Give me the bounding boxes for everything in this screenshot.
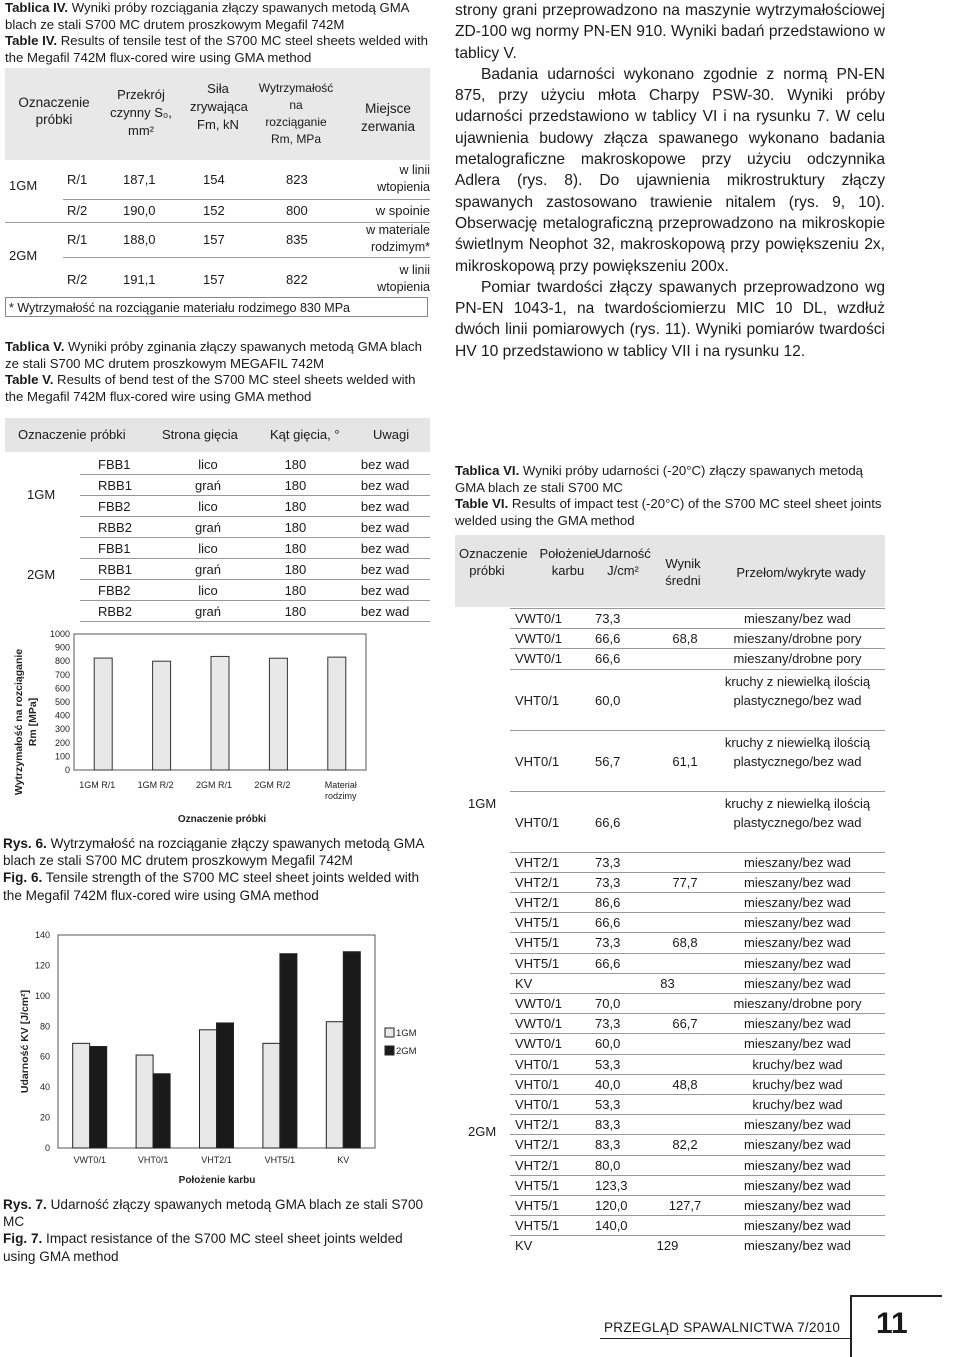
y-tick-label: 0: [64, 765, 70, 775]
caption-label-pl: Tablica IV.: [5, 0, 69, 15]
footer-rule: [600, 1338, 850, 1339]
table-cell: VWT0/1: [515, 996, 562, 1011]
caption-fig7: [3, 1196, 433, 1265]
t4-cell: w linii wtopienia: [377, 263, 430, 294]
t4-cell: 800: [286, 203, 308, 218]
t6-h-kv: Udarność J/cm²: [595, 546, 651, 578]
table-cell: bez wad: [340, 454, 430, 475]
table-cell: mieszany/bez wad: [744, 975, 851, 991]
table-cell: VHT2/1: [515, 895, 560, 910]
x-tick-label: rodzimy: [325, 791, 357, 801]
bar: [217, 1023, 234, 1148]
table-cell: lico: [165, 496, 250, 517]
bar: [136, 1055, 153, 1148]
page-number: 11: [876, 1307, 908, 1340]
y-tick-label: 100: [54, 751, 70, 762]
table-cell: VWT0/1: [515, 1036, 562, 1052]
table-row: [80, 559, 430, 580]
table-cell: mieszany/bez wad: [744, 1218, 851, 1234]
t5-group-1gm: 1GM: [27, 487, 56, 502]
y-tick-label: 80: [39, 1021, 50, 1032]
t4-cell: 152: [203, 203, 225, 218]
table-cell: KV: [515, 1238, 533, 1254]
legend-label: 2GM: [396, 1046, 417, 1057]
table-row: [510, 1033, 885, 1054]
t4-h-rm: Wytrzymałość na rozciąganie Rm, MPa: [258, 81, 334, 146]
table-cell: VHT0/1: [515, 753, 560, 769]
caption-text-en: Results of tensile test of the S700 MC steel sheets welded with the Megafil 742M flux-cored wire using GMA method: [5, 33, 428, 65]
caption-label-pl: Rys. 7.: [3, 1197, 47, 1212]
t4-cell: R/2: [67, 203, 88, 218]
y-axis-label: [13, 649, 39, 795]
table-cell: FBB1: [80, 538, 165, 559]
table-cell: mieszany/bez wad: [744, 611, 851, 626]
table-cell: grań: [165, 517, 250, 538]
table-iv-header: [5, 68, 430, 160]
table-cell: grań: [165, 559, 250, 580]
table-cell: kruchy z niewielką ilością plastycznego/bez wad: [724, 795, 871, 830]
table-row: [510, 1094, 885, 1115]
y-tick-label: 0: [44, 1143, 50, 1153]
table-cell: VHT5/1: [515, 955, 560, 971]
x-tick-label: 2GM R/2: [254, 780, 291, 790]
table-cell: VWT0/1: [515, 651, 562, 667]
t4-group-2gm: 2GM: [9, 248, 38, 263]
table-row: [510, 953, 885, 974]
table-cell: VHT5/1: [515, 1198, 560, 1213]
bar: [269, 658, 287, 770]
y-tick-label: 900: [54, 642, 70, 653]
t4-cell: w materiale rodzimym*: [366, 223, 430, 254]
table-row: [510, 1235, 885, 1256]
table-row: [510, 608, 885, 629]
table-cell: 53,3: [595, 1097, 621, 1112]
t5-h-sample: Oznaczenie próbki: [18, 427, 126, 442]
bar: [153, 1074, 170, 1148]
table-cell: VWT0/1: [515, 611, 562, 626]
table-cell: 66,6: [595, 814, 621, 830]
t4-cell: 188,0: [123, 232, 156, 247]
caption-text-pl: Udarność złączy spawanych metodą GMA blach ze stali S700 MC: [3, 1197, 424, 1230]
table-v-header: [5, 418, 430, 452]
caption-fig6: [3, 835, 433, 904]
x-axis-label: Położenie karbu: [178, 1175, 256, 1186]
caption-label-en: Table IV.: [5, 33, 58, 48]
table-row: [80, 601, 430, 622]
table-cell: 80,0: [595, 1157, 621, 1173]
table-cell: mieszany/drobne pory: [733, 996, 862, 1011]
table-cell: mieszany/bez wad: [744, 915, 851, 931]
table-cell: 180: [251, 454, 341, 475]
divider: [63, 257, 430, 258]
table-cell: mieszany/bez wad: [744, 1137, 851, 1153]
table-cell: grań: [165, 601, 250, 622]
table-cell: 61,1: [672, 753, 698, 769]
table-cell: mieszany/bez wad: [744, 1177, 851, 1193]
table-cell: 66,7: [672, 1016, 698, 1032]
t6-group-2gm: 2GM: [468, 1124, 497, 1139]
table-cell: 180: [251, 559, 341, 580]
table-cell: 70,0: [595, 996, 621, 1011]
divider: [63, 199, 430, 200]
table-row: [510, 932, 885, 953]
table-cell: VHT2/1: [515, 1117, 560, 1133]
t6-h-sample: Oznaczenie próbki: [459, 546, 528, 578]
t4-cell: 187,1: [123, 172, 156, 187]
y-tick-label: 200: [54, 737, 70, 748]
chart-fig7: [0, 925, 440, 1193]
bar: [90, 1047, 107, 1148]
x-tick-label: VHT5/1: [264, 1155, 296, 1165]
x-tick-label: VHT0/1: [137, 1155, 169, 1165]
legend-label: 1GM: [396, 1028, 417, 1039]
table-cell: bez wad: [340, 517, 430, 538]
t4-group-1gm: 1GM: [9, 178, 38, 193]
x-tick-label: KV: [337, 1155, 350, 1165]
table-cell: mieszany/bez wad: [744, 1117, 851, 1133]
t5-h-angle: Kąt gięcia, °: [270, 427, 340, 442]
paragraph: strony grani przeprowadzono na maszynie wytrzymałościowej ZD-100 wg normy PN-EN 910. Wyniki badań przedstawiono w tablicy V.: [455, 2, 885, 62]
table-cell: VHT0/1: [515, 1056, 560, 1072]
table-cell: 73,3: [595, 854, 621, 870]
caption-label-pl: Rys. 6.: [3, 836, 47, 851]
caption-label-pl: Tablica VI.: [455, 463, 520, 478]
table-cell: VHT0/1: [515, 814, 560, 830]
t4-cell: R/2: [67, 272, 88, 287]
caption-table-iv: [5, 0, 433, 66]
t4-h-force: Siła zrywająca Fm, kN: [190, 81, 248, 132]
caption-text-pl: Wyniki próby zginania złączy spawanych metodą GMA blach ze stali S700 MC drutem proszkowym MEGAFIL 742M: [5, 339, 422, 371]
table-cell: 83: [660, 975, 675, 991]
caption-text-en: Results of bend test of the S700 MC steel sheets welded with the Megafil 742M flux-cored wire using GMA method: [5, 372, 416, 404]
table-cell: VHT5/1: [515, 935, 560, 951]
table-vi-header: [455, 535, 885, 607]
table-row: [510, 628, 885, 649]
table-cell: lico: [165, 454, 250, 475]
table-cell: 140,0: [595, 1218, 628, 1234]
table-row: [510, 648, 885, 669]
bar: [211, 656, 229, 770]
bar: [280, 954, 297, 1148]
t4-cell: w linii wtopienia: [377, 163, 430, 194]
bar: [263, 1043, 280, 1148]
y-tick-label: 100: [34, 990, 50, 1001]
table-cell: KV: [515, 975, 533, 991]
table-cell: VHT5/1: [515, 1218, 560, 1234]
table-cell: mieszany/drobne pory: [733, 651, 862, 667]
y-tick-label: 1000: [49, 629, 70, 639]
table-cell: FBB2: [80, 496, 165, 517]
caption-text-pl: Wyniki próby udarności (-20°C) złączy spawanych metodą GMA blach ze stali S700 MC: [455, 463, 864, 495]
table-cell: 56,7: [595, 753, 621, 769]
t4-cell: 191,1: [123, 272, 156, 287]
table-cell: 180: [251, 496, 341, 517]
table-cell: 180: [251, 517, 341, 538]
table-cell: kruchy/bez wad: [752, 1076, 843, 1092]
t4-cell: R/1: [67, 232, 88, 247]
table-cell: kruchy z niewielką ilością plastycznego/bez wad: [724, 673, 871, 708]
y-tick-label: 500: [54, 697, 70, 707]
table-row: [80, 517, 430, 538]
y-tick-label: 60: [39, 1051, 50, 1062]
caption-table-v: [5, 339, 433, 405]
table-row: [510, 1054, 885, 1075]
table-cell: VWT0/1: [515, 631, 562, 647]
table-row: [510, 1195, 885, 1216]
table-cell: VHT0/1: [515, 1076, 560, 1092]
table-cell: mieszany/bez wad: [744, 955, 851, 971]
table-cell: 66,6: [595, 631, 621, 647]
table-row: [510, 1013, 885, 1034]
table-cell: RBB2: [80, 601, 165, 622]
bar: [200, 1030, 217, 1148]
table-cell: FBB1: [80, 454, 165, 475]
bar: [326, 1022, 343, 1148]
y-tick-label: 700: [54, 669, 70, 680]
table-cell: 66,6: [595, 955, 621, 971]
paragraph: Badania udarności wykonano zgodnie z normą PN-EN 875, przy użyciu młota Charpy PSW-30. Wyniki próby udarności przedstawiono w tablicy VI i na rysunku 7. W celu ujawnienia budowy złącza spawanego wykonano badania metalograficzne makroskopowe przy użyciu odczynnika Adlera (rys. 8). Do ujawnienia mikrostruktury złączy spawanych zastosowano trawienie nitalem (rys. 9, 10). Obserwację metalograficzną przeprowadzono na mikroskopie świetlnym Neophot 32, makroskopową przy powiększeniu 2x, mikroskopową przy powiększeniu 200x.: [455, 65, 885, 275]
t6-h-notch: Położenie karbu: [539, 546, 597, 578]
bar: [343, 952, 360, 1148]
caption-text-en: Impact resistance of the S700 MC steel sheet joints welded using GMA method: [3, 1231, 403, 1264]
table-cell: 66,6: [595, 651, 621, 667]
table-cell: RBB2: [80, 517, 165, 538]
table-row: [510, 730, 885, 792]
bar: [73, 1043, 90, 1148]
table-cell: bez wad: [340, 580, 430, 601]
body-text: [455, 0, 885, 362]
table-cell: 129: [656, 1238, 679, 1254]
table-cell: 77,7: [672, 874, 698, 890]
table-cell: 180: [251, 580, 341, 601]
table-cell: RBB1: [80, 559, 165, 580]
table-row: [80, 580, 430, 601]
table-row: [80, 538, 430, 559]
table-cell: 53,3: [595, 1056, 621, 1072]
table-iv-body: [5, 160, 430, 300]
table-cell: mieszany/bez wad: [744, 895, 851, 910]
t4-cell: 157: [203, 232, 225, 247]
table-row: [510, 892, 885, 913]
t4-cell: 190,0: [123, 203, 156, 218]
table-cell: VHT5/1: [515, 915, 560, 931]
caption-label-en: Table V.: [5, 372, 54, 387]
t4-cell: 835: [286, 232, 308, 247]
table-v-body: [5, 454, 430, 617]
table-cell: RBB1: [80, 475, 165, 496]
table-cell: 73,3: [595, 935, 621, 951]
table-row: [510, 1175, 885, 1196]
table-row: [510, 973, 885, 994]
table-cell: 127,7: [668, 1198, 702, 1213]
paragraph: Pomiar twardości złączy spawanych przeprowadzono wg PN-EN 1043-1, na twardościomierzu MIC 10 DL, wzdłuż dwóch linii pomiarowych (rys. 11). Wyniki pomiarów twardości HV 10 przedstawiono w tablicy VII i na rysunku 12.: [455, 278, 885, 360]
table-cell: bez wad: [340, 496, 430, 517]
table-cell: 86,6: [595, 895, 621, 910]
table-cell: 73,3: [595, 1016, 621, 1032]
t4-cell: 157: [203, 272, 225, 287]
table-cell: bez wad: [340, 475, 430, 496]
table-cell: 123,3: [595, 1177, 628, 1193]
table-row: [510, 1134, 885, 1155]
table-cell: 60,0: [595, 1036, 621, 1052]
table-cell: 73,3: [595, 611, 621, 626]
table-row: [510, 1215, 885, 1236]
table-cell: mieszany/drobne pory: [733, 631, 862, 647]
x-tick-label: Materiał: [324, 780, 357, 790]
table-cell: mieszany/bez wad: [744, 1157, 851, 1173]
table-cell: mieszany/bez wad: [744, 1238, 851, 1254]
table-row: [80, 496, 430, 517]
x-tick-label: VHT2/1: [201, 1155, 232, 1165]
table-cell: bez wad: [340, 559, 430, 580]
table-cell: 66,6: [595, 915, 621, 931]
table-cell: 180: [251, 538, 341, 559]
table-cell: 60,0: [595, 692, 621, 708]
footer-journal: PRZEGLĄD SPAWALNICTWA 7/2010: [604, 1320, 841, 1335]
caption-label-en: Fig. 7.: [3, 1231, 43, 1247]
y-axis-label-line: Wytrzymałość na rozciąganie: [13, 648, 25, 796]
t5-table: [80, 454, 430, 622]
table-cell: VWT0/1: [515, 1016, 562, 1032]
x-tick-label: 1GM R/1: [79, 780, 116, 790]
table-cell: kruchy z niewielką ilością plastycznego/bez wad: [724, 734, 871, 769]
y-axis-label: Udarność KV [J/cm²]: [19, 989, 31, 1094]
table-cell: kruchy/bez wad: [752, 1056, 843, 1072]
table-cell: mieszany/bez wad: [744, 874, 851, 890]
t4-cell: w spoinie: [375, 203, 430, 218]
x-tick-label: 1GM R/2: [137, 780, 174, 790]
table-cell: 82,2: [672, 1137, 698, 1153]
table-cell: 180: [251, 601, 341, 622]
bar: [94, 658, 112, 770]
table-cell: 73,3: [595, 874, 621, 890]
t4-cell: R/1: [67, 172, 88, 187]
table-row: [510, 872, 885, 893]
table-cell: 68,8: [672, 631, 698, 647]
table-row: [510, 669, 885, 731]
table-cell: 83,3: [595, 1137, 621, 1153]
table-cell: FBB2: [80, 580, 165, 601]
y-tick-label: 800: [54, 656, 70, 667]
table-cell: bez wad: [340, 601, 430, 622]
table-cell: VHT2/1: [515, 854, 560, 870]
table-row: [80, 475, 430, 496]
table-cell: mieszany/bez wad: [744, 935, 851, 951]
table-cell: mieszany/bez wad: [744, 1198, 851, 1213]
table-vi-body: [510, 608, 885, 1265]
table-cell: 83,3: [595, 1117, 621, 1133]
y-tick-label: 140: [34, 930, 50, 940]
t4-h-sample: Oznaczenie próbki: [18, 95, 90, 127]
table-cell: 120,0: [595, 1198, 628, 1213]
table-cell: VHT2/1: [515, 1137, 560, 1153]
t6-h-fracture: Przełom/wykryte wady: [736, 565, 866, 580]
t5-h-side: Strona gięcia: [162, 427, 238, 442]
t5-h-notes: Uwagi: [373, 427, 410, 442]
table-cell: VHT5/1: [515, 1177, 560, 1193]
t4-cell: 822: [286, 272, 308, 287]
table-row: [510, 852, 885, 873]
t5-tbody: [80, 454, 430, 622]
table-cell: VHT0/1: [515, 1097, 560, 1112]
t5-group-2gm: 2GM: [27, 567, 56, 582]
y-axis-label-line: Rm [MPa]: [27, 697, 39, 747]
caption-label-en: Fig. 6.: [3, 870, 43, 886]
table-cell: 180: [251, 475, 341, 496]
table-row: [510, 791, 885, 853]
table-cell: VHT2/1: [515, 874, 560, 890]
t6-group-1gm: 1GM: [468, 796, 497, 811]
y-tick-label: 300: [54, 724, 70, 735]
bar: [328, 657, 346, 770]
table-cell: 48,8: [672, 1076, 698, 1092]
chart-fig6: [0, 622, 440, 832]
table-row: [510, 1155, 885, 1176]
bar: [153, 661, 171, 770]
y-tick-label: 120: [34, 960, 50, 971]
table-row: [80, 454, 430, 475]
caption-label-pl: Tablica V.: [5, 339, 65, 354]
table-cell: bez wad: [340, 538, 430, 559]
table-row: [510, 993, 885, 1014]
y-tick-label: 20: [39, 1112, 50, 1123]
t4-h-area: Przekrój czynny S₀, mm²: [110, 87, 172, 138]
table-cell: lico: [165, 538, 250, 559]
caption-text-pl: Wyniki próby rozciągania złączy spawanych metodą GMA blach ze stali S700 MC drutem proszkowym Megafil 742M: [5, 0, 409, 32]
t6-h-mean: Wynik średni: [665, 556, 701, 588]
caption-text-en: Tensile strength of the S700 MC steel sheet joints welded with the Megafil 742M flux-cored wire using GMA method: [3, 870, 420, 903]
footnote-text: * Wytrzymałość na rozciąganie materiału rodzimego 830 MPa: [9, 301, 351, 315]
footer-page-box: [850, 1295, 942, 1357]
table-row: [510, 1114, 885, 1135]
table-row: [510, 1074, 885, 1095]
caption-table-vi: [455, 463, 885, 529]
x-tick-label: 2GM R/1: [195, 780, 233, 790]
y-tick-label: 400: [54, 710, 70, 721]
caption-text-pl: Wytrzymałość na rozciąganie złączy spawanych metodą GMA blach ze stali S700 MC drutem proszkowym Megafil 742M: [3, 836, 424, 869]
x-axis-label: Oznaczenie próbki: [177, 814, 267, 825]
table-cell: VHT2/1: [515, 1157, 560, 1173]
t4-h-place: Miejsce zerwania: [360, 101, 416, 134]
table-cell: 40,0: [595, 1076, 621, 1092]
caption-label-en: Table VI.: [455, 496, 509, 511]
table-iv-footnote: [5, 297, 428, 317]
table-cell: kruchy/bez wad: [752, 1097, 843, 1112]
table-cell: grań: [165, 475, 250, 496]
table-cell: mieszany/bez wad: [744, 1016, 851, 1032]
t4-cell: 154: [203, 172, 225, 187]
table-cell: mieszany/bez wad: [744, 854, 851, 870]
t4-cell: 823: [286, 172, 308, 187]
table-row: [510, 912, 885, 933]
y-tick-label: 600: [54, 683, 70, 694]
table-cell: VHT0/1: [515, 692, 560, 708]
caption-text-en: Results of impact test (-20°C) of the S700 MC steel sheet joints welded using the GMA method: [455, 496, 882, 528]
legend-swatch: [385, 1028, 394, 1037]
y-tick-label: 40: [39, 1082, 50, 1093]
table-cell: lico: [165, 580, 250, 601]
t5-rows: [80, 454, 430, 622]
x-tick-label: VWT0/1: [73, 1155, 106, 1165]
legend-swatch: [385, 1046, 394, 1055]
table-cell: 68,8: [672, 935, 698, 951]
table-cell: mieszany/bez wad: [744, 1036, 851, 1052]
